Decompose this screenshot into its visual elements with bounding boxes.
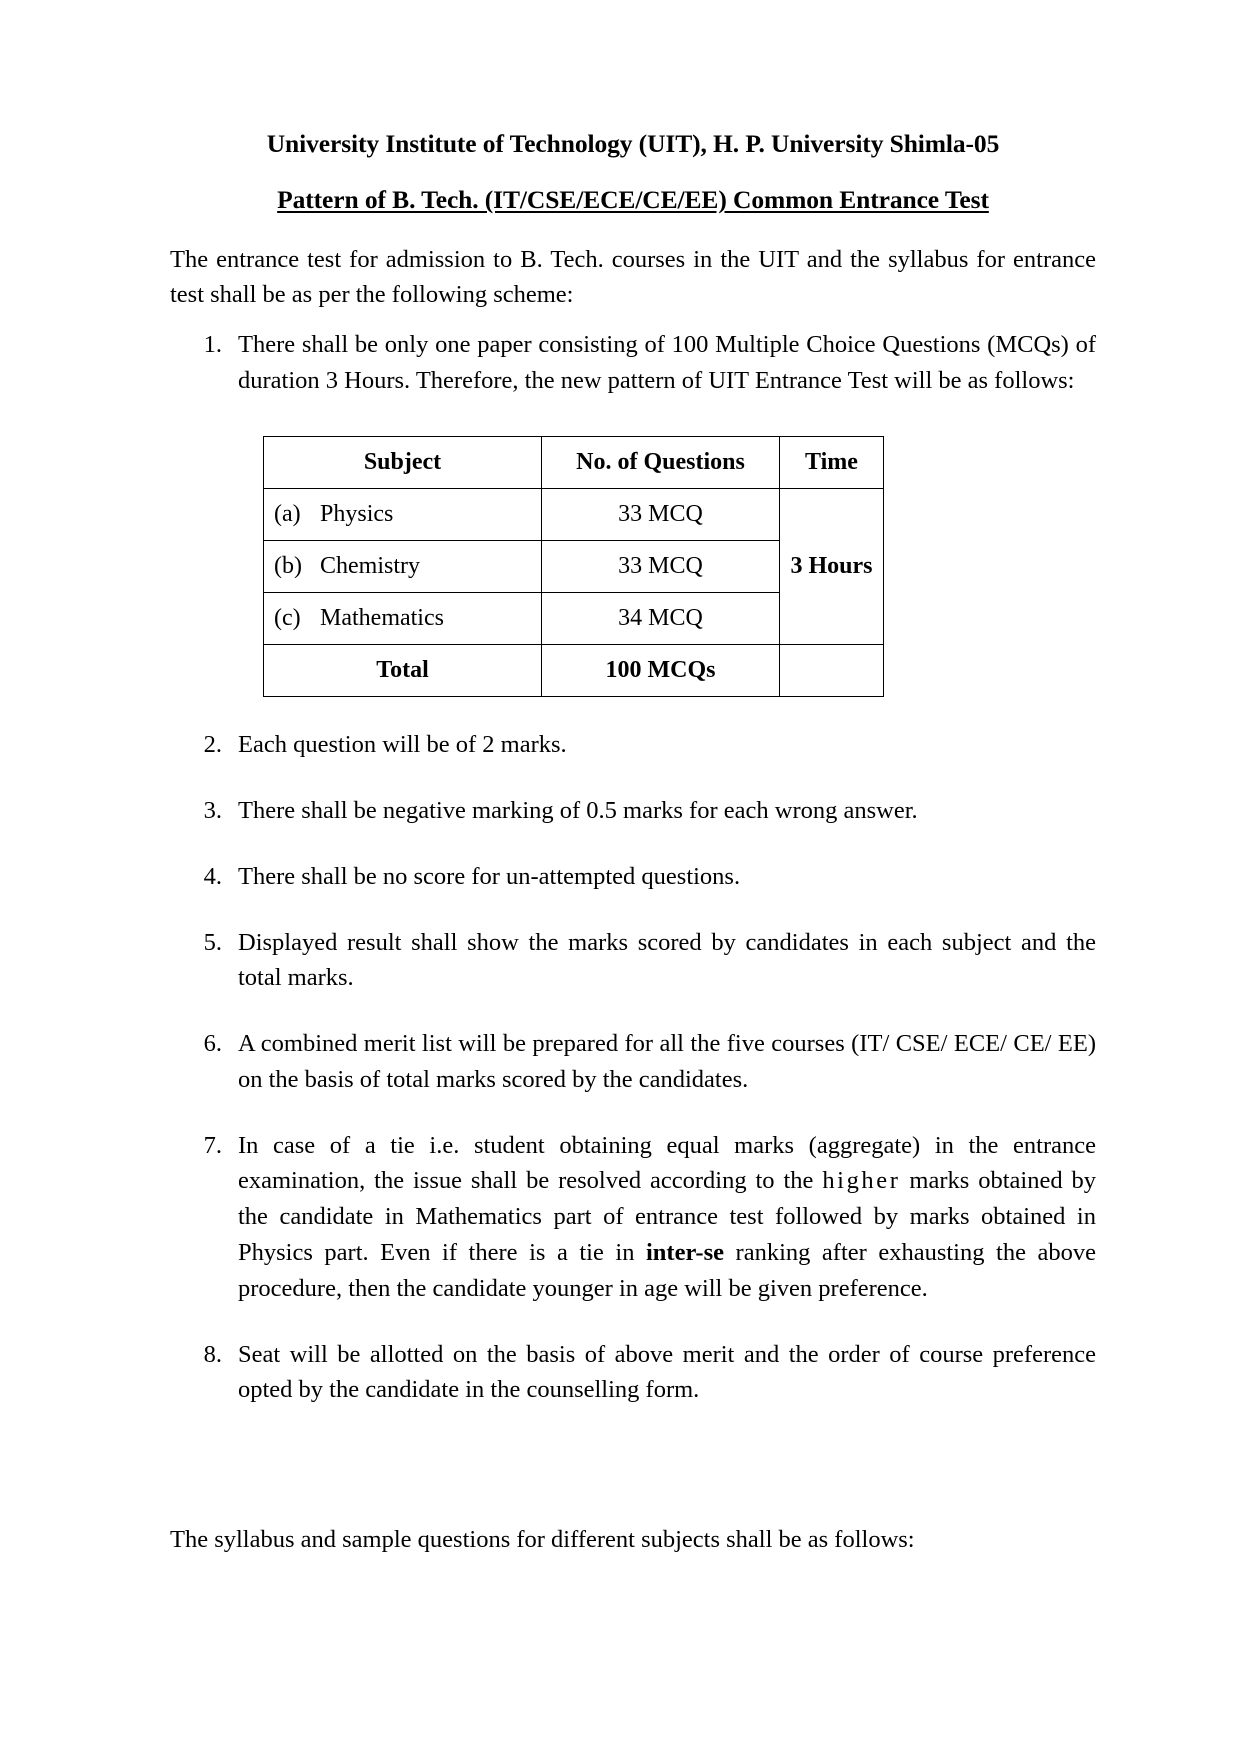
column-header-time: Time [780,437,884,489]
closing-paragraph: The syllabus and sample questions for different subjects shall be as follows: [170,1526,915,1553]
list-item-number: 2. [203,731,222,759]
table-header-row [264,437,884,489]
closing-paragraph-container [170,1522,1096,1558]
page-subtitle-text: Pattern of B. Tech. (IT/CSE/ECE/CE/EE) Common Entrance Test [277,184,989,214]
list-item-number: 3. [203,797,222,825]
total-label-cell: Total [264,645,542,697]
intro-paragraph: The entrance test for admission to B. Tech. courses in the UIT and the syllabus for entrance test shall be as per the following scheme: [170,245,1096,309]
list-item-emphasis-bold: inter-se [646,1238,724,1266]
time-cell: 3 Hours [780,489,884,645]
row-marker: (b) [274,553,302,580]
list-item-emphasis-spaced: higher [822,1167,901,1195]
page-subtitle [170,184,1096,216]
list-item-text: There shall be negative marking of 0.5 marks for each wrong answer. [238,797,918,825]
pattern-table [263,436,884,697]
list-item-number: 8. [203,1340,222,1368]
list-item [170,327,1096,399]
list-item-text: Seat will be allotted on the basis of above merit and the order of course preference opted by the candidate in the counselling form. [238,1340,1096,1404]
row-marker: (c) [274,605,301,632]
subject-name: Mathematics [320,605,444,632]
subject-cell-physics [264,489,542,541]
questions-cell-chemistry: 33 MCQ [542,541,780,593]
list-item-text: A combined merit list will be prepared for all the five courses (IT/ CSE/ ECE/ CE/ EE) on the basis of total marks scored by the candidates. [238,1030,1096,1093]
pattern-table-body [264,489,884,697]
list-item-text: There shall be only one paper consisting of 100 Multiple Choice Questions (MCQs) of duration 3 Hours. Therefore, the new pattern of UIT Entrance Test will be as follows: [238,330,1096,394]
pattern-table-container [170,436,1096,697]
list-item-number: 4. [203,862,222,890]
list-item [170,793,1096,829]
column-header-subject: Subject [264,437,542,489]
total-questions-cell: 100 MCQs [542,645,780,697]
list-item-number: 7. [203,1131,222,1159]
questions-cell-physics: 33 MCQ [542,489,780,541]
table-total-row [264,645,884,697]
rules-list-continued [170,727,1096,1408]
pattern-table-head [264,437,884,489]
list-item-text: Displayed result shall show the marks scored by candidates in each subject and the total marks. [238,928,1096,992]
table-row [264,489,884,541]
list-item-text: There shall be no score for un-attempted questions. [238,862,741,890]
list-item-text: Each question will be of 2 marks. [238,731,567,759]
questions-cell-mathematics: 34 MCQ [542,593,780,645]
list-item [170,1128,1096,1307]
time-empty-cell [780,645,884,697]
page-title: University Institute of Technology (UIT), H. P. University Shimla-05 [266,129,1000,158]
list-item-number: 1. [203,330,222,358]
list-item-text-part-1: In case of a tie i.e. student obtaining equal marks (aggregate) in the entrance examination, the issue shall be resolved according to the [238,1131,1096,1195]
row-marker: (a) [274,501,301,528]
subject-name: Physics [320,501,394,528]
list-item [170,727,1096,763]
list-item-number: 5. [203,928,222,956]
subject-name: Chemistry [320,553,420,580]
list-item [170,859,1096,895]
list-item-text-part-2: marks obtained by the candidate in Mathematics part of entrance test followed by marks obtained in Physics part. Even if there is a tie in [238,1167,1096,1266]
list-item [170,925,1096,997]
rules-list [170,327,1096,399]
list-item [170,1337,1096,1409]
list-item [170,1026,1096,1098]
subject-cell-mathematics [264,593,542,645]
list-item-text-part-3: ranking after exhausting the above procedure, then the candidate younger in age will be given preference. [238,1238,1096,1302]
column-header-questions: No. of Questions [542,437,780,489]
subject-cell-chemistry [264,541,542,593]
list-item-number: 6. [203,1030,222,1058]
